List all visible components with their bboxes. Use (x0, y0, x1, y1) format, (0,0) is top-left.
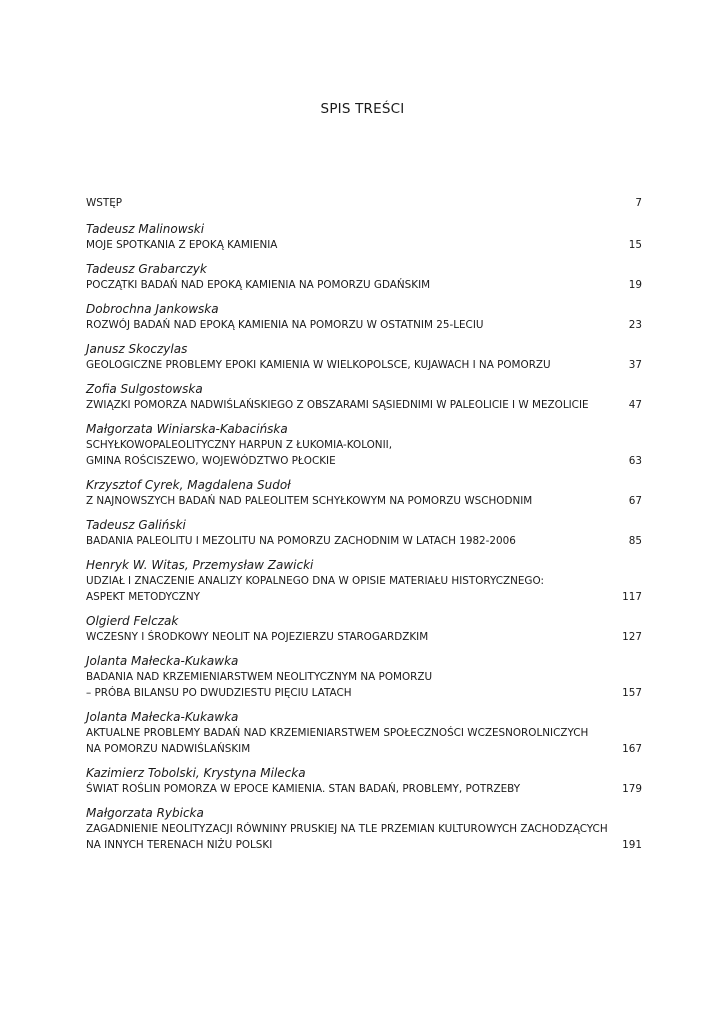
toc-page-number: 19 (628, 279, 642, 291)
toc-line (86, 741, 642, 757)
toc-entry-author: Krzysztof Cyrek, Magdalena Sudoł (86, 478, 291, 492)
toc-entry-title: MOJE SPOTKANIA Z EPOKĄ KAMIENIA (86, 239, 278, 251)
toc-line (86, 837, 642, 853)
toc-entry-title: ROZWÓJ BADAŃ NAD EPOKĄ KAMIENIA NA POMORZU W OSTATNIM 25-LECIU (86, 319, 484, 331)
toc-entry (86, 301, 642, 333)
toc-entry (86, 341, 642, 373)
toc-entry-author: Małgorzata Rybicka (86, 806, 204, 820)
toc-entries (86, 221, 642, 853)
toc-line (86, 685, 642, 701)
toc-entry-title: BADANIA PALEOLITU I MEZOLITU NA POMORZU ZACHODNIM W LATACH 1982-2006 (86, 535, 516, 547)
toc-line (86, 573, 642, 589)
toc-line (86, 453, 642, 469)
toc-entry (86, 613, 642, 645)
toc-entry (86, 261, 642, 293)
toc-entry-author: Małgorzata Winiarska-Kabacińska (86, 422, 288, 436)
toc-line (86, 533, 642, 549)
toc-entry-title: SCHYŁKOWOPALEOLITYCZNY HARPUN Z ŁUKOMIA-KOLONII, (86, 439, 393, 451)
toc-page-number: 127 (622, 631, 642, 643)
toc-entry (86, 765, 642, 797)
toc-page-number: 63 (628, 455, 642, 467)
toc-entry-title: GMINA ROŚCISZEWO, WOJEWÓDZTWO PŁOCKIE (86, 455, 336, 467)
toc-entry-title: ŚWIAT ROŚLIN POMORZA W EPOCE KAMIENIA. STAN BADAŃ, PROBLEMY, POTRZEBY (86, 783, 521, 795)
toc-entry (86, 557, 642, 605)
toc-entry-author: Tadeusz Malinowski (86, 222, 205, 236)
toc-line (86, 277, 642, 293)
toc-entry-title: NA INNYCH TERENACH NIŻU POLSKI (86, 839, 273, 851)
toc-line (86, 821, 642, 837)
toc-line (86, 589, 642, 605)
toc-entry-title: NA POMORZU NADWIŚLAŃSKIM (86, 743, 251, 755)
toc-entry-title: BADANIA NAD KRZEMIENIARSTWEM NEOLITYCZNYM NA POMORZU (86, 671, 433, 683)
toc-line (86, 237, 642, 253)
toc-entry (86, 709, 642, 757)
table-of-contents (86, 195, 642, 861)
toc-page-number: 191 (622, 839, 642, 851)
toc-entry-title: WSTĘP (86, 197, 123, 209)
toc-line (86, 629, 642, 645)
toc-entry-title: WCZESNY I ŚRODKOWY NEOLIT NA POJEZIERZU STAROGARDZKIM (86, 631, 429, 643)
toc-line (86, 493, 642, 509)
page-title: SPIS TREŚCI (320, 101, 405, 117)
toc-entry (86, 421, 642, 469)
toc-entry-author: Jolanta Małecka-Kukawka (86, 654, 239, 668)
toc-page-number: 37 (628, 359, 642, 371)
toc-entry-title: ZWIĄZKI POMORZA NADWIŚLAŃSKIEGO Z OBSZARAMI SĄSIEDNIMI W PALEOLICIE I W MEZOLICIE (86, 399, 589, 411)
toc-entry-title: Z NAJNOWSZYCH BADAŃ NAD PALEOLITEM SCHYŁKOWYM NA POMORZU WSCHODNIM (86, 495, 533, 507)
toc-entry-title: – PRÓBA BILANSU PO DWUDZIESTU PIĘCIU LATACH (86, 687, 352, 699)
toc-line (86, 317, 642, 333)
toc-page-number: 85 (628, 535, 642, 547)
toc-entry-title: POCZĄTKI BADAŃ NAD EPOKĄ KAMIENIA NA POMORZU GDAŃSKIM (86, 279, 431, 291)
toc-entry-author: Tadeusz Grabarczyk (86, 262, 207, 276)
toc-entry-author: Jolanta Małecka-Kukawka (86, 710, 239, 724)
toc-page-number: 179 (622, 783, 642, 795)
toc-entry-author: Dobrochna Jankowska (86, 302, 219, 316)
toc-page-number: 23 (628, 319, 642, 331)
toc-page-number: 167 (622, 743, 642, 755)
toc-entry-title: AKTUALNE PROBLEMY BADAŃ NAD KRZEMIENIARSTWEM SPOŁECZNOŚCI WCZESNOROLNICZYCH (86, 727, 589, 739)
toc-entry (86, 517, 642, 549)
toc-line (86, 725, 642, 741)
toc-entry-author: Janusz Skoczylas (86, 342, 188, 356)
toc-entry-author: Olgierd Felczak (86, 614, 179, 628)
toc-entry (86, 381, 642, 413)
toc-entry-title: GEOLOGICZNE PROBLEMY EPOKI KAMIENIA W WIELKOPOLSCE, KUJAWACH I NA POMORZU (86, 359, 551, 371)
toc-entry-author: Tadeusz Galiński (86, 518, 186, 532)
toc-entry (86, 653, 642, 701)
toc-page-number: 47 (628, 399, 642, 411)
toc-page-number: 117 (622, 591, 642, 603)
toc-entry-author: Zofia Sulgostowska (86, 382, 203, 396)
toc-page-number: 67 (628, 495, 642, 507)
toc-line (86, 437, 642, 453)
toc-page-number: 157 (622, 687, 642, 699)
toc-line (86, 397, 642, 413)
toc-entry-author: Henryk W. Witas, Przemysław Zawicki (86, 558, 314, 572)
toc-line (86, 669, 642, 685)
toc-entry-intro (86, 195, 642, 211)
toc-page-number: 15 (628, 239, 642, 251)
toc-line (86, 781, 642, 797)
toc-entry (86, 477, 642, 509)
toc-line (86, 195, 642, 211)
toc-line (86, 357, 642, 373)
toc-entry-title: UDZIAŁ I ZNACZENIE ANALIZY KOPALNEGO DNA W OPISIE MATERIAŁU HISTORYCZNEGO: (86, 575, 544, 587)
toc-entry-author: Kazimierz Tobolski, Krystyna Milecka (86, 766, 306, 780)
toc-entry-title: ASPEKT METODYCZNY (86, 591, 200, 603)
toc-entry (86, 805, 642, 853)
toc-entry (86, 221, 642, 253)
toc-page-number: 7 (635, 197, 642, 209)
toc-entry-title: ZAGADNIENIE NEOLITYZACJI RÓWNINY PRUSKIEJ NA TLE PRZEMIAN KULTUROWYCH ZACHODZĄCYCH (86, 823, 608, 835)
